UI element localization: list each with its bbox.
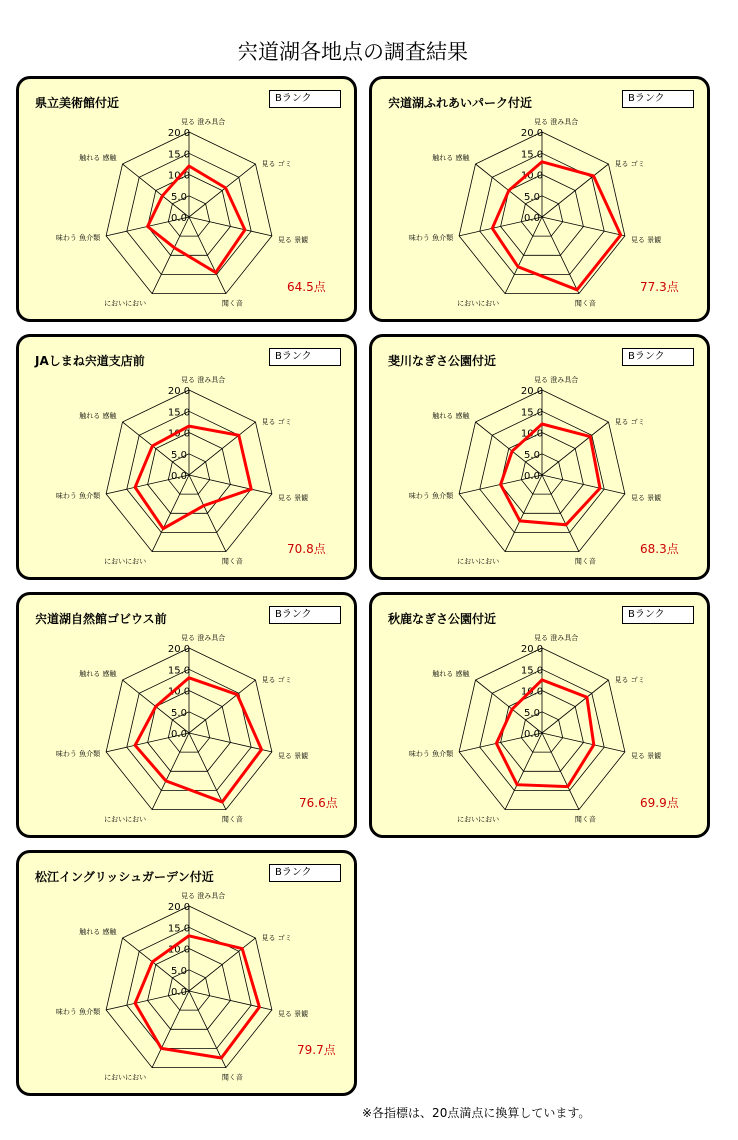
tick-label: 10.0 <box>167 686 191 698</box>
axis-spoke <box>542 475 625 494</box>
axis-label: 聞く音 <box>574 299 596 308</box>
axis-label: においにおい <box>457 815 500 824</box>
axis-label: 味わう 魚介類 <box>55 233 101 242</box>
axis-label: 聞く音 <box>574 557 596 566</box>
axis-label: 見る 澄み具合 <box>534 376 579 384</box>
tick-label: 5.0 <box>524 191 540 203</box>
axis-label: 見る 澄み具合 <box>181 634 226 642</box>
axis-spoke <box>542 680 609 733</box>
series-line <box>135 426 251 528</box>
tick-label: 5.0 <box>171 449 187 461</box>
tick-label: 10.0 <box>520 686 544 698</box>
axis-label: 触れる 感触 <box>79 412 117 420</box>
panel-english-garden <box>16 850 357 1096</box>
tick-label: 20.0 <box>520 644 544 655</box>
page-title: 宍道湖各地点の調査結果 <box>237 40 468 64</box>
axis-label: においにおい <box>104 1073 147 1082</box>
tick-label: 0.0 <box>524 471 540 482</box>
series-line <box>496 680 593 787</box>
panel-hikawa-nagisa <box>369 334 710 580</box>
axis-label: においにおい <box>104 557 147 566</box>
axis-label: 見る 景観 <box>630 751 662 760</box>
axis-label: 聞く音 <box>574 815 596 824</box>
axis-spoke <box>189 475 272 494</box>
axis-spoke <box>542 422 609 475</box>
axis-label: 触れる 感触 <box>79 670 117 678</box>
tick-label: 10.0 <box>520 428 544 440</box>
rank-badge: Bランク <box>622 606 694 624</box>
axis-label: 見る 澄み具合 <box>181 376 226 384</box>
rank-badge: Bランク <box>622 348 694 366</box>
rank-badge: Bランク <box>622 90 694 108</box>
tick-label: 0.0 <box>524 729 540 740</box>
axis-label: 味わう 魚介類 <box>408 491 454 500</box>
axis-label: 味わう 魚介類 <box>55 491 101 500</box>
axis-label: 味わう 魚介類 <box>55 1007 101 1016</box>
tick-label: 5.0 <box>171 707 187 719</box>
footnote: ※各指標は、20点満点に換算しています。 <box>362 1106 591 1120</box>
tick-label: 20.0 <box>167 902 191 913</box>
axis-spoke <box>542 733 625 752</box>
tick-label: 15.0 <box>520 407 544 419</box>
axis-spoke <box>189 217 272 236</box>
axis-label: 見る ゴミ <box>261 418 292 426</box>
panel-title: JAしまね宍道支店前 <box>35 354 145 368</box>
axis-label: 見る 景観 <box>630 235 662 244</box>
axis-label: 見る 景観 <box>277 493 309 502</box>
rank-badge: Bランク <box>269 606 341 624</box>
axis-label: 見る 景観 <box>277 751 309 760</box>
panel-gobius <box>16 592 357 838</box>
tick-label: 15.0 <box>167 665 191 677</box>
panel-ja-shimane <box>16 334 357 580</box>
tick-label: 10.0 <box>167 428 191 440</box>
axis-label: 見る 澄み具合 <box>181 892 226 900</box>
tick-label: 20.0 <box>520 128 544 139</box>
tick-label: 20.0 <box>167 644 191 655</box>
tick-label: 0.0 <box>171 987 187 998</box>
axis-label: 見る 景観 <box>630 493 662 502</box>
panel-title: 松江イングリッシュガーデン付近 <box>35 870 214 884</box>
tick-label: 10.0 <box>167 944 191 956</box>
axis-label: 見る 澄み具合 <box>534 118 579 126</box>
axis-label: 味わう 魚介類 <box>55 749 101 758</box>
tick-label: 20.0 <box>520 386 544 397</box>
total-score: 76.6点 <box>299 796 338 810</box>
tick-label: 0.0 <box>524 213 540 224</box>
tick-label: 5.0 <box>524 707 540 719</box>
panel-title: 宍道湖自然館ゴビウス前 <box>35 612 167 626</box>
tick-label: 0.0 <box>171 471 187 482</box>
total-score: 70.8点 <box>287 542 326 556</box>
tick-label: 10.0 <box>167 170 191 182</box>
axis-label: 聞く音 <box>221 299 243 308</box>
tick-label: 0.0 <box>171 729 187 740</box>
axis-label: 見る ゴミ <box>261 934 292 942</box>
series-line <box>148 166 245 273</box>
total-score: 77.3点 <box>640 280 679 294</box>
axis-label: 触れる 感触 <box>432 154 470 162</box>
rank-badge: Bランク <box>269 348 341 366</box>
axis-label: 見る 澄み具合 <box>534 634 579 642</box>
tick-label: 5.0 <box>171 191 187 203</box>
tick-label: 15.0 <box>167 407 191 419</box>
axis-label: 聞く音 <box>221 815 243 824</box>
tick-label: 15.0 <box>520 665 544 677</box>
axis-label: 聞く音 <box>221 1073 243 1082</box>
tick-label: 20.0 <box>167 128 191 139</box>
tick-label: 15.0 <box>167 923 191 935</box>
axis-label: においにおい <box>104 815 147 824</box>
axis-label: 見る ゴミ <box>261 676 292 684</box>
panel-title: 斐川なぎさ公園付近 <box>388 354 497 368</box>
axis-label: 見る 澄み具合 <box>181 118 226 126</box>
tick-label: 10.0 <box>520 170 544 182</box>
axis-label: 触れる 感触 <box>432 670 470 678</box>
axis-label: 見る ゴミ <box>614 160 645 168</box>
series-line <box>135 936 259 1058</box>
total-score: 69.9点 <box>640 796 679 810</box>
panel-title: 宍道湖ふれあいパーク付近 <box>388 96 533 110</box>
axis-label: 触れる 感触 <box>432 412 470 420</box>
axis-label: 聞く音 <box>221 557 243 566</box>
axis-label: 見る 景観 <box>277 1009 309 1018</box>
tick-label: 15.0 <box>167 149 191 161</box>
tick-label: 20.0 <box>167 386 191 397</box>
axis-label: 見る ゴミ <box>614 676 645 684</box>
axis-label: においにおい <box>457 557 500 566</box>
total-score: 79.7点 <box>297 1043 336 1057</box>
series-line <box>135 678 261 802</box>
radar-chart <box>19 853 360 1099</box>
total-score: 68.3点 <box>640 542 679 556</box>
panel-fureai-park <box>369 76 710 322</box>
axis-label: 味わう 魚介類 <box>408 233 454 242</box>
tick-label: 15.0 <box>520 149 544 161</box>
tick-label: 5.0 <box>171 965 187 977</box>
total-score: 64.5点 <box>287 280 326 294</box>
axis-label: においにおい <box>104 299 147 308</box>
axis-label: 触れる 感触 <box>79 928 117 936</box>
panel-title: 県立美術館付近 <box>35 96 120 110</box>
tick-label: 5.0 <box>524 449 540 461</box>
axis-label: 見る ゴミ <box>614 418 645 426</box>
series-line <box>501 424 600 525</box>
axis-label: においにおい <box>457 299 500 308</box>
axis-label: 見る ゴミ <box>261 160 292 168</box>
panel-kenritsu-bijutsukan <box>16 76 357 322</box>
axis-label: 味わう 魚介類 <box>408 749 454 758</box>
axis-label: 見る 景観 <box>277 235 309 244</box>
panel-aika-nagisa <box>369 592 710 838</box>
panel-title: 秋鹿なぎさ公園付近 <box>388 612 497 626</box>
rank-badge: Bランク <box>269 864 341 882</box>
axis-label: 触れる 感触 <box>79 154 117 162</box>
rank-badge: Bランク <box>269 90 341 108</box>
tick-label: 0.0 <box>171 213 187 224</box>
